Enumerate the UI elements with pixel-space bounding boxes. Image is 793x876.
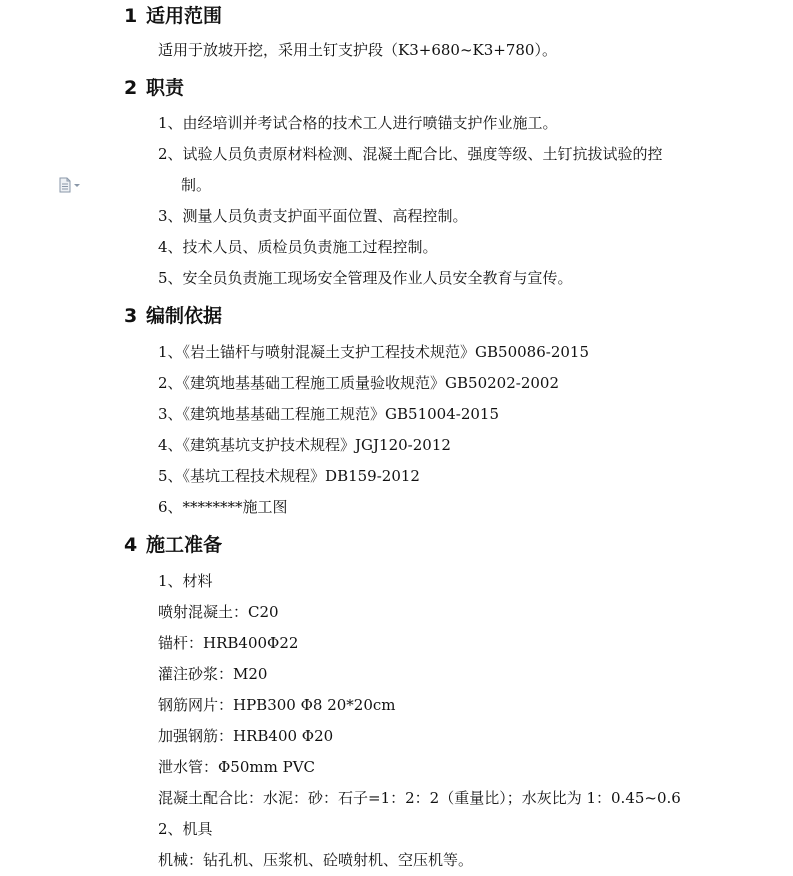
paragraph: 喷射混凝土：C20 [158,603,279,621]
list-item-continuation: 制。 [181,176,212,194]
paragraph: 锚杆：HRB400Φ22 [158,634,299,652]
paragraph: 钢筋网片：HPB300 Φ8 20*20cm [158,696,396,714]
list-item: 4、《建筑基坑支护技术规程》JGJ120-2012 [158,436,451,454]
section-heading [124,76,184,100]
section-number: 1 [124,5,138,27]
paragraph: 加强钢筋：HRB400 Φ20 [158,727,334,745]
list-item: 6、********施工图 [158,498,288,516]
section-heading [124,533,222,557]
section-heading [124,4,222,28]
section-number: 2 [124,77,138,99]
list-item: 2、机具 [158,820,213,838]
section-number: 4 [124,534,138,556]
section-title: 适用范围 [146,5,223,27]
document-dropdown-icon[interactable] [58,177,84,193]
paragraph: 泄水管：Φ50mm PVC [158,758,316,776]
list-item: 2、《建筑地基基础工程施工质量验收规范》GB50202-2002 [158,374,560,392]
paragraph: 灌注砂浆：M20 [158,665,268,683]
section-title: 编制依据 [146,305,223,327]
list-item: 5、安全员负责施工现场安全管理及作业人员安全教育与宣传。 [158,269,573,287]
section-title: 职责 [146,77,185,99]
list-item: 1、由经培训并考试合格的技术工人进行喷锚支护作业施工。 [158,114,558,132]
list-item: 3、测量人员负责支护面平面位置、高程控制。 [158,207,468,225]
section-number: 3 [124,305,138,327]
paragraph: 混凝土配合比：水泥：砂：石子=1：2：2（重量比）；水灰比为 1：0.45~0.6 [158,789,681,807]
list-item: 2、试验人员负责原材料检测、混凝土配合比、强度等级、土钉抗拔试验的控 [158,145,663,163]
list-item: 1、材料 [158,572,213,590]
list-item: 1、《岩土锚杆与喷射混凝土支护工程技术规范》GB50086-2015 [158,343,590,361]
list-item: 4、技术人员、质检员负责施工过程控制。 [158,238,438,256]
list-item: 3、《建筑地基基础工程施工规范》GB51004-2015 [158,405,500,423]
section-title: 施工准备 [146,534,223,556]
section-heading [124,304,222,328]
paragraph: 适用于放坡开挖，采用土钉支护段（K3+680~K3+780）。 [158,41,557,59]
list-item: 5、《基坑工程技术规程》DB159-2012 [158,467,420,485]
paragraph: 机械：钻孔机、压浆机、砼喷射机、空压机等。 [158,851,474,869]
